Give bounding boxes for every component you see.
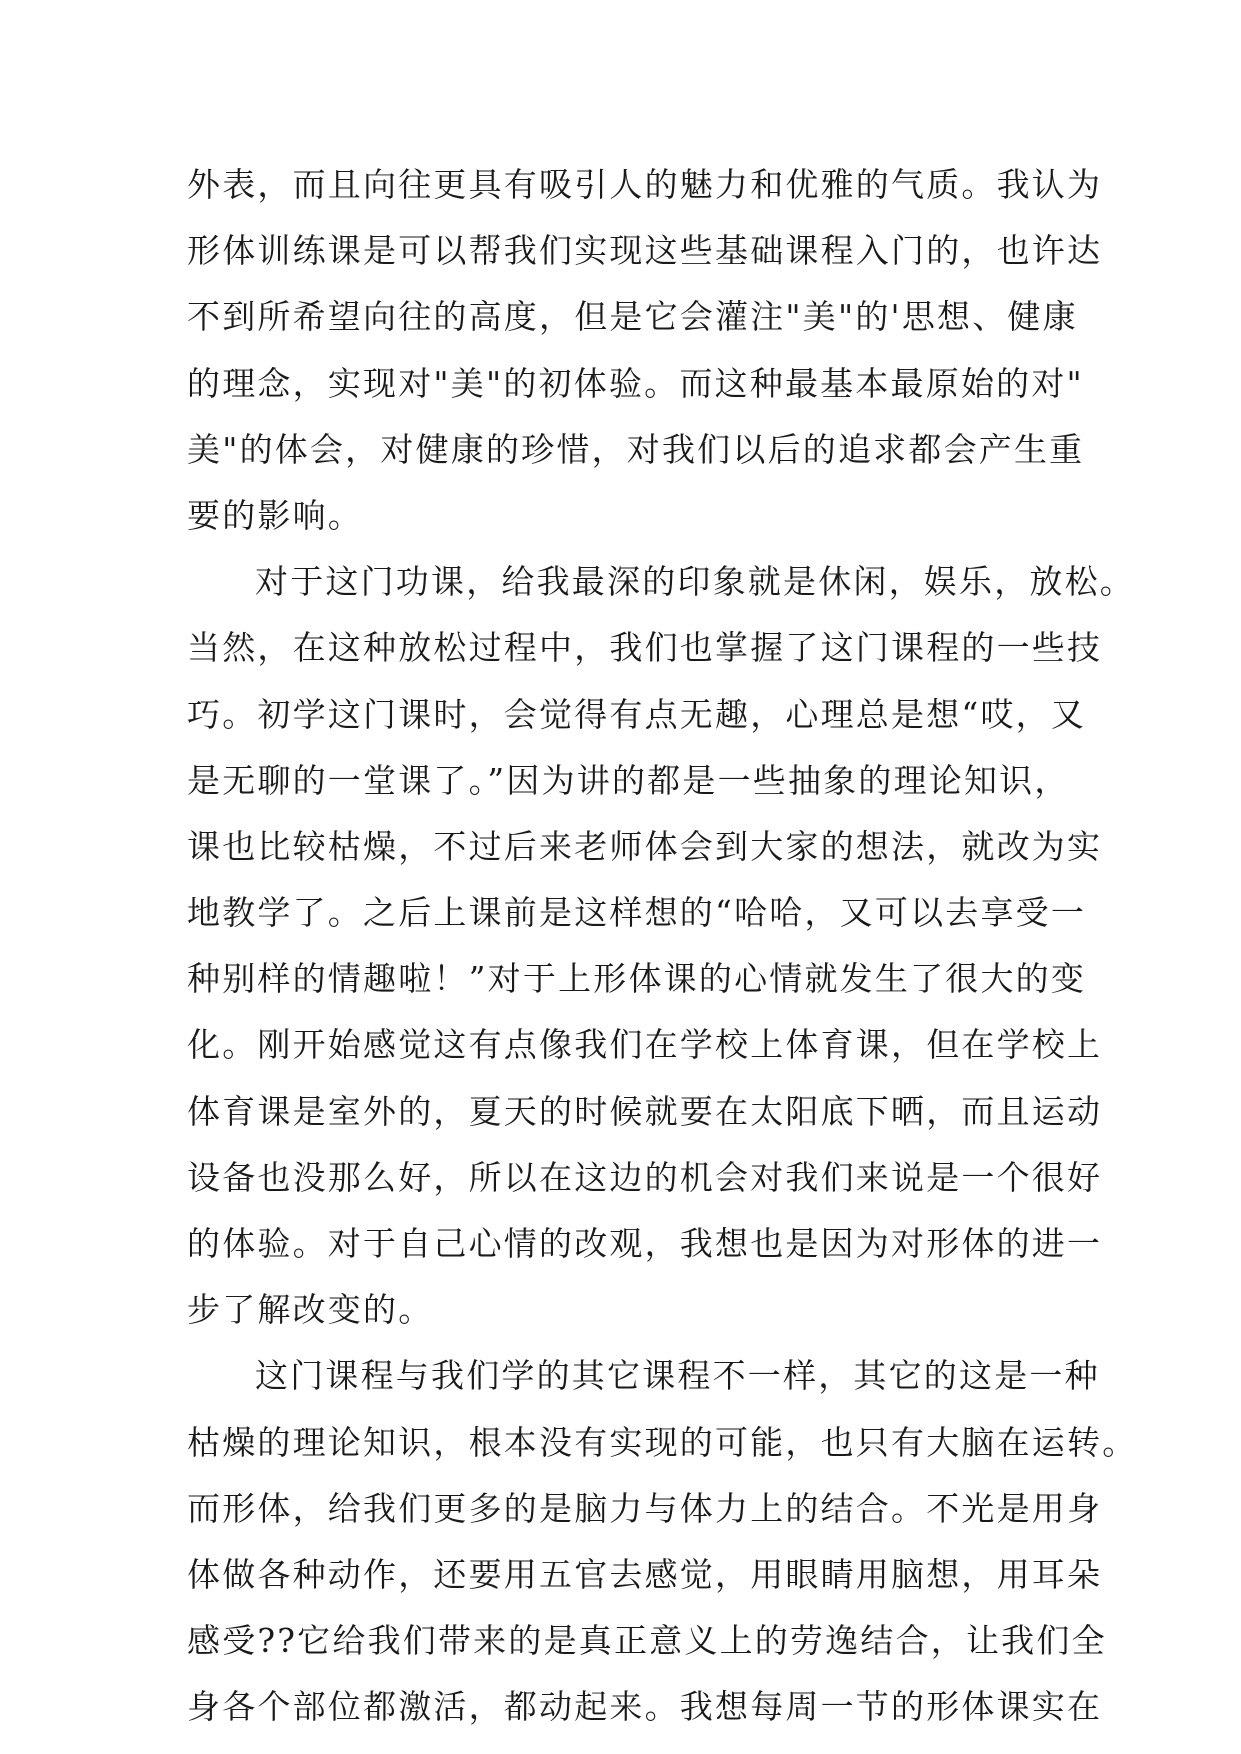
text-line: 体育课是室外的，夏天的时候就要在太阳底下晒，而且运动 bbox=[187, 1091, 1103, 1131]
text-line: 感受??它给我们带来的是真正意义上的劳逸结合，让我们全 bbox=[187, 1621, 1107, 1661]
text-line: 外表，而且向往更具有吸引人的魅力和优雅的气质。我认为 bbox=[187, 165, 1103, 204]
text-line: 巧。初学这门课时，会觉得有点无趣，心理总是想“哎，又 bbox=[187, 694, 1087, 734]
text-line: 这门课程与我们学的其它课程不一样，其它的这是一种 bbox=[255, 1356, 1100, 1396]
text-line: 步了解改变的。 bbox=[187, 1290, 434, 1330]
text-line: 要的影响。 bbox=[187, 495, 363, 535]
text-line: 体做各种动作，还要用五官去感觉，用眼睛用脑想，用耳朵 bbox=[187, 1554, 1103, 1594]
text-line: 当然，在这种放松过程中，我们也掌握了这门课程的一些技 bbox=[187, 628, 1103, 668]
text-line: 对于这门功课，给我最深的印象就是休闲，娱乐，放松。 bbox=[255, 562, 1135, 602]
body-text bbox=[187, 152, 1138, 1741]
text-line: 的理念，实现对"美"的初体验。而这种最基本最原始的对" bbox=[187, 363, 1084, 403]
text-line: 是无聊的一堂课了。”因为讲的都是一些抽象的理论知识， bbox=[187, 760, 1070, 800]
text-line: 而形体，给我们更多的是脑力与体力上的结合。不光是用身 bbox=[187, 1488, 1103, 1528]
text-line: 枯燥的理论知识，根本没有实现的可能，也只有大脑在运转。 bbox=[187, 1422, 1138, 1462]
text-line: 身各个部位都激活，都动起来。我想每周一节的形体课实在 bbox=[187, 1687, 1103, 1727]
text-line: 化。刚开始感觉这有点像我们在学校上体育课，但在学校上 bbox=[187, 1025, 1103, 1065]
text-line: 美"的体会，对健康的珍惜，对我们以后的追求都会产生重 bbox=[187, 429, 1085, 469]
text-line: 的体验。对于自己心情的改观，我想也是因为对形体的进一 bbox=[187, 1224, 1103, 1263]
text-line: 地教学了。之后上课前是这样想的“哈哈，又可以去享受一 bbox=[187, 893, 1087, 933]
text-line: 形体训练课是可以帮我们实现这些基础课程入门的，也许达 bbox=[187, 231, 1103, 271]
text-line: 课也比较枯燥，不过后来老师体会到大家的想法，就改为实 bbox=[187, 826, 1103, 866]
text-line: 设备也没那么好，所以在这边的机会对我们来说是一个很好 bbox=[187, 1157, 1103, 1197]
text-line: 种别样的情趣啦！”对于上形体课的心情就发生了很大的变 bbox=[187, 959, 1087, 999]
text-line: 不到所希望向往的高度，但是它会灌注"美"的'思想、健康 bbox=[187, 297, 1078, 337]
